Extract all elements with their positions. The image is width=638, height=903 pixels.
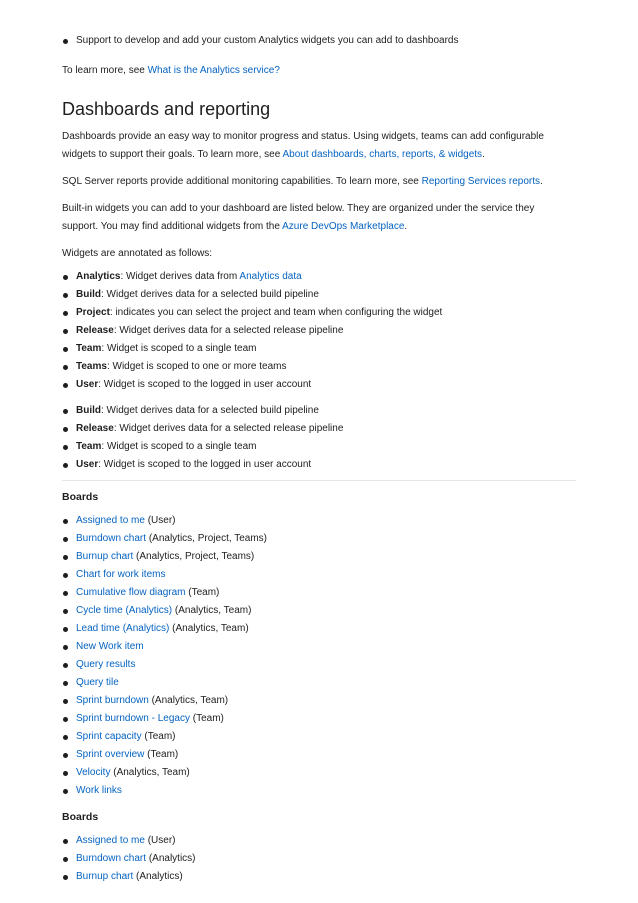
widget-note: (Team) (189, 713, 224, 724)
widget-note: (Analytics, Team) (172, 605, 252, 616)
widget-link[interactable]: Work links (76, 785, 122, 796)
widget-note: (Analytics) (133, 871, 183, 882)
boards-heading-2: Boards (62, 811, 99, 823)
widget-list-item (62, 746, 576, 764)
divider (62, 480, 576, 481)
widget-link[interactable]: Burndown chart (76, 533, 147, 544)
annotation-text: : Widget is scoped to the logged in user account (98, 379, 312, 390)
widget-note: (Team) (185, 587, 220, 598)
widget-note: (Analytics, Team) (148, 695, 229, 706)
reporting-services-link[interactable]: Reporting Services reports (421, 176, 541, 187)
section-heading: Dashboards and reporting (62, 99, 271, 119)
widget-link[interactable]: Assigned to me (76, 835, 145, 846)
annotation-text: : Widget is scoped to one or more teams (106, 361, 287, 372)
annotation-text: : Widget derives data for a selected release pipeline (113, 423, 344, 434)
widget-note: (Analytics, Team) (169, 623, 249, 634)
annotation-text: : Widget derives data for a selected release pipeline (113, 325, 344, 336)
widget-note: (Analytics, Project, Teams) (133, 551, 255, 562)
widget-link[interactable]: Query tile (76, 677, 119, 688)
annotation-item (62, 358, 576, 376)
annotation-text: : Widget is scoped to a single team (101, 441, 257, 452)
annotation-item (62, 420, 576, 438)
annotation-term: Build (76, 289, 101, 300)
widget-list-item (62, 548, 576, 566)
annotation-term: User (76, 459, 99, 470)
annotation-item (62, 402, 576, 420)
widget-link[interactable]: Lead time (Analytics) (76, 623, 170, 634)
annotation-term: Build (76, 405, 101, 416)
annotation-text: : Widget derives data for a selected build pipeline (101, 289, 319, 300)
annotation-item (62, 286, 576, 304)
learn-more-line: To learn more, see What is the Analytics service? (62, 65, 280, 76)
annotation-term: Analytics (76, 271, 121, 282)
widget-list-item (62, 832, 576, 850)
annotation-item (62, 376, 576, 394)
widget-list-item (62, 512, 576, 530)
annotation-item (62, 268, 576, 286)
marketplace-link[interactable]: Azure DevOps Marketplace (282, 221, 405, 232)
annotation-term: User (76, 379, 99, 390)
annotation-text: : Widget is scoped to the logged in user account (98, 459, 312, 470)
widget-list-item (62, 764, 576, 782)
widget-link[interactable]: Sprint burndown - Legacy (76, 713, 190, 724)
intro-list (62, 0, 576, 50)
widget-list-item (62, 692, 576, 710)
widget-note: (Team) (141, 731, 176, 742)
annotation-term: Release (76, 423, 114, 434)
widget-link[interactable]: Sprint capacity (76, 731, 142, 742)
widget-list-item (62, 638, 576, 656)
paragraph-sql-reports: SQL Server reports provide additional monitoring capabilities. To learn more, see Reporting Services reports. (62, 176, 543, 187)
boards-heading: Boards (62, 491, 99, 503)
annotation-term: Team (76, 441, 102, 452)
annotated-intro: Widgets are annotated as follows: (62, 248, 213, 259)
widget-link[interactable]: New Work item (76, 641, 144, 652)
widget-list-item (62, 868, 576, 886)
annotation-item (62, 304, 576, 322)
widget-list-item (62, 656, 576, 674)
annotation-term: Project (76, 307, 110, 318)
widget-list-item (62, 850, 576, 868)
boards-widget-list-2 (62, 832, 576, 886)
widget-list-item (62, 602, 576, 620)
annotation-link[interactable]: Analytics data (239, 271, 302, 282)
widget-list-item (62, 674, 576, 692)
widget-link[interactable]: Query results (76, 659, 136, 670)
about-dashboards-link[interactable]: About dashboards, charts, reports, & widgets (282, 149, 483, 160)
annotation-text: : Widget is scoped to a single team (101, 343, 257, 354)
widget-link[interactable]: Cycle time (Analytics) (76, 605, 173, 616)
widget-link[interactable]: Burnup chart (76, 551, 134, 562)
widget-note: (Analytics) (146, 853, 196, 864)
annotation-item (62, 438, 576, 456)
widget-note: (Analytics, Project, Teams) (146, 533, 268, 544)
widget-list-item (62, 710, 576, 728)
annotation-text: : Widget derives data for a selected build pipeline (101, 405, 319, 416)
widget-list-item (62, 728, 576, 746)
paragraph-dashboards: Dashboards provide an easy way to monitor progress and status. Using widgets, teams can add configurable widgets to support their goals. To learn more, see About dashboards, charts, reports, & widgets. (62, 131, 544, 160)
widget-link[interactable]: Sprint overview (76, 749, 145, 760)
widget-note: (Analytics, Team) (110, 767, 190, 778)
widget-link[interactable]: Burndown chart (76, 853, 147, 864)
annotation-text: : Widget derives data from (120, 271, 240, 282)
annotation-term: Team (76, 343, 102, 354)
annotation-term: Teams (76, 361, 107, 372)
widget-link[interactable]: Sprint burndown (76, 695, 149, 706)
list-item: Support to develop and add your custom Analytics widgets you can add to dashboards (62, 32, 576, 50)
widget-note: (Team) (144, 749, 179, 760)
analytics-service-link[interactable]: What is the Analytics service? (147, 65, 280, 76)
annotation-item (62, 322, 576, 340)
widget-note: (User) (144, 835, 176, 846)
widget-link[interactable]: Velocity (76, 767, 111, 778)
boards-widget-list (62, 512, 576, 800)
annotation-item (62, 340, 576, 358)
widget-list-item (62, 620, 576, 638)
annotation-item (62, 456, 576, 474)
paragraph-built-in-widgets: Built-in widgets you can add to your dashboard are listed below. They are organized under the service they support. You may find additional widgets from the Azure DevOps Marketplace. (62, 203, 535, 232)
widget-list-item (62, 566, 576, 584)
annotation-text: : indicates you can select the project and team when configuring the widget (109, 307, 443, 318)
annotations-list-2 (62, 402, 576, 474)
widget-note: (User) (144, 515, 176, 526)
widget-list-item (62, 584, 576, 602)
widget-list-item (62, 782, 576, 800)
annotation-term: Release (76, 325, 114, 336)
widget-link[interactable]: Assigned to me (76, 515, 145, 526)
annotations-list (62, 268, 576, 394)
widget-link[interactable]: Cumulative flow diagram (76, 587, 186, 598)
widget-link[interactable]: Chart for work items (76, 569, 166, 580)
widget-link[interactable]: Burnup chart (76, 871, 134, 882)
widget-list-item (62, 530, 576, 548)
